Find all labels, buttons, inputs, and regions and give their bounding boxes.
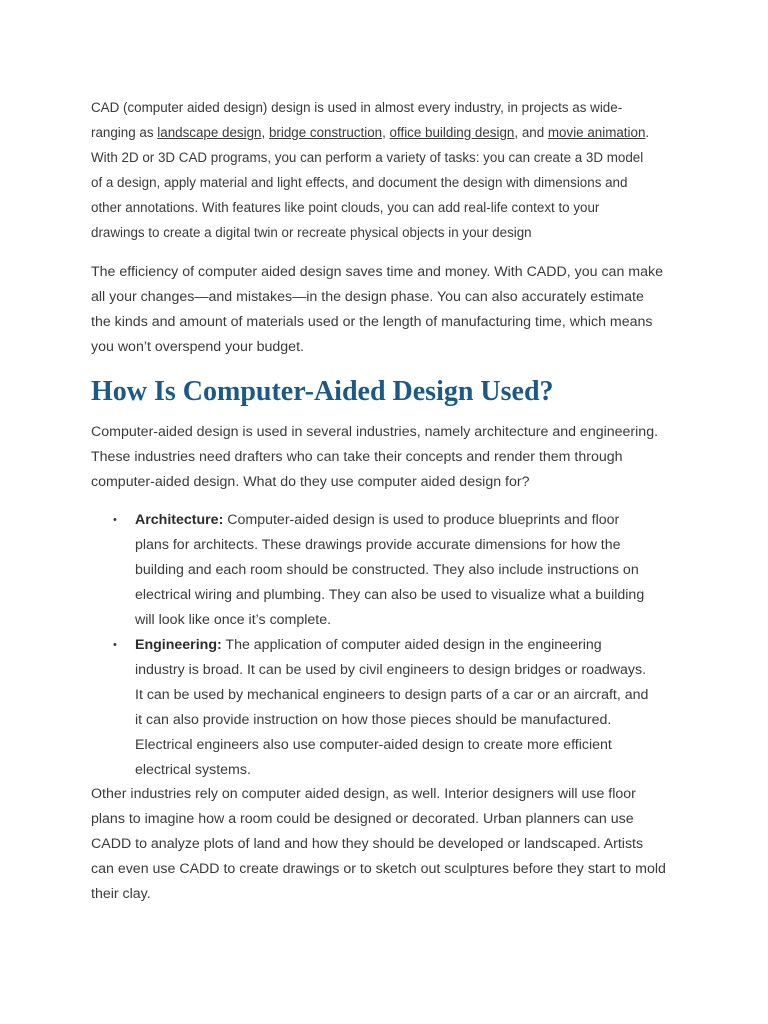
list-item-engineering bbox=[91, 633, 651, 783]
list-item-text: Computer-aided design is used to produce blueprints and floor plans for architects. These drawings provide accurate dimensions for how the building and each room should be constructed. They also include instructions on electrical wiring and plumbing. They can also be used to visualize what a building will look like once it’s complete. bbox=[135, 512, 645, 628]
list-item-term: Architecture: bbox=[135, 512, 224, 528]
list-item-term: Engineering: bbox=[135, 637, 222, 653]
landscape-design-link[interactable]: landscape design bbox=[157, 125, 262, 140]
efficiency-paragraph: The efficiency of computer aided design saves time and money. With CADD, you can make all your changes—and mistakes—in the design phase. You can also accurately estimate the kinds and amount of materials used or the length of manufacturing time, which means you won’t overspend your budget. bbox=[91, 264, 663, 355]
section-heading: How Is Computer-Aided Design Used? bbox=[91, 376, 554, 407]
intro-text-5: . With 2D or 3D CAD programs, you can perform a variety of tasks: you can create a 3D model of a design, apply material and light effects, and document the design with dimensions and other annotations. With features like point clouds, you can add real-life context to your drawings to create a digital twin or recreate physical objects in your design bbox=[91, 125, 650, 240]
list-item-architecture bbox=[91, 508, 651, 633]
other-industries-paragraph: Other industries rely on computer aided design, as well. Interior designers will use floor plans to imagine how a room could be designed or decorated. Urban planners can use CADD to analyze plots of land and how they should be developed or landscaped. Artists can even use CADD to create drawings or to sketch out sculptures before they start to mold their clay. bbox=[91, 786, 666, 902]
bridge-construction-link[interactable]: bridge construction bbox=[268, 125, 383, 140]
list-item-text: The application of computer aided design in the engineering industry is broad. It can be used by civil engineers to design bridges or roadways. It can be used by mechanical engineers to design parts of a car or an aircraft, and it can also provide instruction on how those pieces should be manufactured. Electrical engineers also use computer-aided design to create more efficient electrical systems. bbox=[135, 637, 649, 778]
bullet-icon: • bbox=[113, 639, 117, 651]
intro-text-3: , bbox=[382, 125, 390, 140]
intro-text-4: , and bbox=[514, 125, 548, 140]
intro-paragraph bbox=[91, 95, 651, 245]
industry-list bbox=[91, 508, 651, 783]
movie-animation-link[interactable]: movie animation bbox=[547, 125, 646, 140]
office-building-design-link[interactable]: office building design bbox=[389, 125, 515, 140]
intro-text-1: CAD (computer aided design) design is used in almost every industry, in projects as wide-ranging as bbox=[91, 100, 623, 140]
intro-text-2: , bbox=[261, 125, 269, 140]
usage-paragraph: Computer-aided design is used in several industries, namely architecture and engineering. These industries need drafters who can take their concepts and render them through computer-aided design. What do they use computer aided design for? bbox=[91, 424, 659, 490]
bullet-icon: • bbox=[113, 514, 117, 526]
